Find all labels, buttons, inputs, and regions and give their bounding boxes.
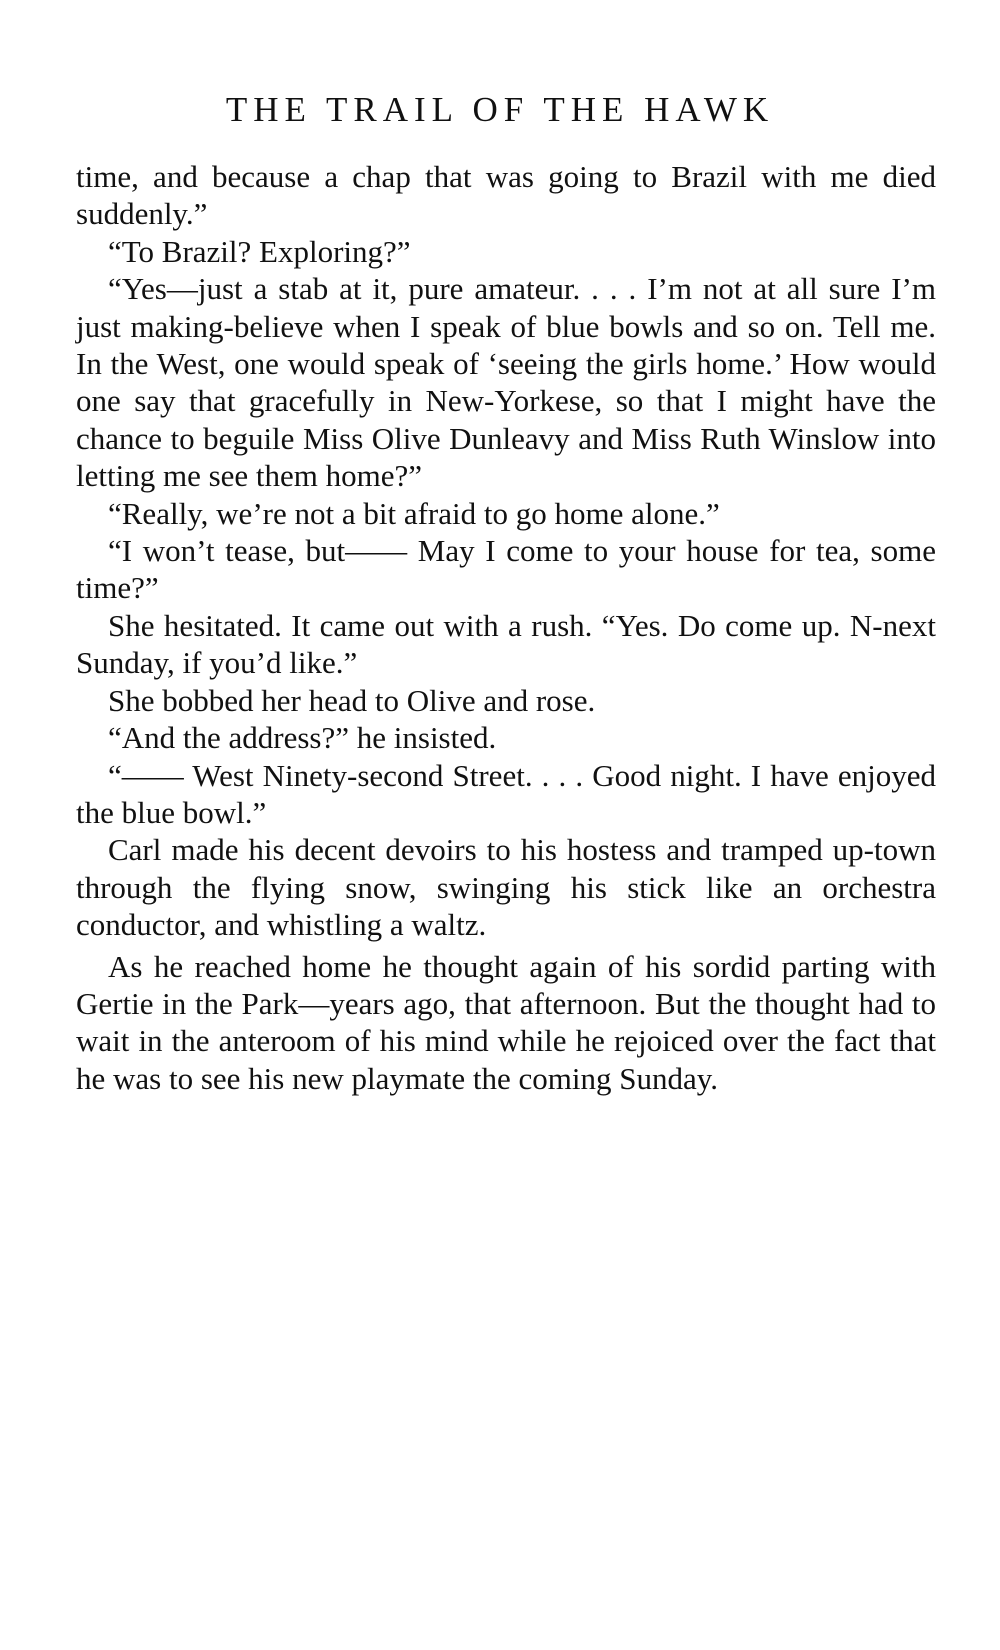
paragraph: As he reached home he thought again of his sordid parting with Gertie in the Park—years ago, that afternoon. But the thought had to wait in the anteroom of his mind while he rejoiced over the fact that he was to see his new playmate the coming Sunday. [76, 948, 936, 1096]
paragraph: “—— West Ninety-second Street. . . . Good night. I have enjoyed the blue bowl.” [76, 757, 936, 830]
paragraph: “Really, we’re not a bit afraid to go home alone.” [108, 495, 720, 531]
paragraph: “I won’t tease, but—— May I come to your house for tea, some time?” [76, 533, 936, 606]
paragraph-continuation: time, and because a chap that was going to Brazil with me died suddenly.” [76, 159, 936, 232]
paragraph: “To Brazil? Exploring?” [108, 233, 411, 269]
paragraph: “And the address?” he insisted. [108, 720, 497, 756]
body-text [76, 158, 936, 1097]
paragraph: She hesitated. It came out with a rush. “Yes. Do come up. N-next Sunday, if you’d like.” [76, 607, 936, 681]
paragraph: “Yes—just a stab at it, pure amateur. . . . I’m not at all sure I’m just making-believe when I speak of blue bowls and so on. Tell me. In the West, one would speak of ‘seeing the girls home.’ How would one say that gracefully in New-Yorkese, so that I might have the chance to beguile Miss Olive Dunleavy and Miss Ruth Winslow into letting me see them home?” [76, 271, 936, 494]
paragraph: She bobbed her head to Olive and rose. [108, 682, 596, 718]
paragraph: Carl made his decent devoirs to his hostess and tramped up-town through the flying snow, swinging his stick like an orchestra conductor, and whistling a waltz. [76, 832, 936, 943]
running-head: THE TRAIL OF THE HAWK [225, 90, 775, 129]
